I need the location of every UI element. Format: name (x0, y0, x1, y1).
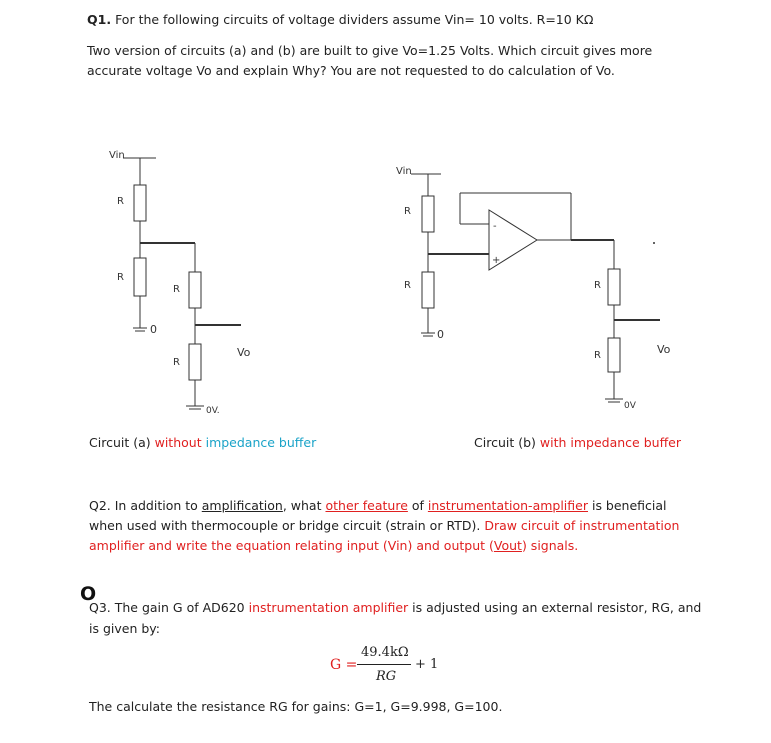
circuit-a-r2-label: R (117, 272, 124, 283)
q2-line2 (89, 518, 679, 533)
q1-line2: Two version of circuits (a) and (b) are built to give Vo=1.25 Volts. Which circuit gives more (87, 43, 653, 58)
q2-text-a: Q2. In addition to (89, 498, 202, 513)
circuit-a-caption-prefix: Circuit (a) (89, 435, 151, 450)
q2-line2-red: Draw circuit of instrumentation (484, 518, 680, 533)
q2-word-amplification: amplification (201, 498, 283, 513)
circuit-b-zero-label: 0 (437, 328, 444, 341)
q3-text-b: is adjusted using an external resistor, RG, and (412, 600, 702, 615)
circuit-b-caption-prefix: Circuit (b) (474, 435, 536, 450)
q3-line1 (89, 600, 701, 615)
q2-line3 (89, 538, 578, 553)
q3-text-red: instrumentation amplifier (248, 600, 409, 615)
q2-word-vout: Vout (493, 538, 522, 553)
eq-g: G = (330, 657, 358, 673)
q3-circle-mark: O (80, 583, 97, 605)
circuit-b-r2-label: R (404, 280, 411, 291)
circuit-a-r4-label: R (173, 357, 180, 368)
opamp-plus-label: + (492, 255, 501, 266)
circuit-a-ground-label: 0V. (206, 406, 220, 416)
circuit-b-ground-label: 0V (624, 401, 636, 411)
q2-line3-a: amplifier and write the equation relating input (Vin) and output ( (89, 538, 494, 553)
circuit-b-vin-label: Vin (396, 166, 412, 177)
circuit-b-caption (474, 435, 681, 450)
circuit-a-caption (89, 435, 316, 450)
circuit-a-caption-red: without (154, 435, 202, 450)
circuit-a-zero-label: 0 (150, 323, 157, 336)
circuit-b-caption-red: with impedance buffer (539, 435, 682, 450)
q1-label: Q1. (87, 12, 112, 27)
q3-last-line: The calculate the resistance RG for gains: G=1, G=9.998, G=100. (89, 699, 503, 714)
opamp-minus-label: - (493, 221, 497, 232)
eq-numerator: 49.4kΩ (361, 645, 409, 660)
q3-line2: is given by: (89, 621, 160, 636)
circuit-a-vo-label: Vo (237, 346, 251, 359)
q2-line1 (89, 498, 667, 513)
circuit-b-vo-label: Vo (657, 343, 671, 356)
q1-line1-text: For the following circuits of voltage dividers assume Vin= 10 volts. R=10 KΩ (115, 12, 594, 27)
circuit-b-r1-label: R (404, 206, 411, 217)
circuit-a-r3-label: R (173, 284, 180, 295)
q2-text-c: of (407, 498, 428, 513)
circuit-a-caption-cyan: impedance buffer (205, 435, 317, 450)
q2-line3-b: ) signals. (521, 538, 579, 553)
q3-text-a: Q3. The gain G of AD620 (89, 600, 245, 615)
eq-plus-one: + 1 (415, 657, 439, 672)
q2-text-d: is beneficial (588, 498, 667, 513)
circuit-a-r1-label: R (117, 196, 124, 207)
circuit-a-vin-label: Vin (109, 150, 125, 161)
eq-fraction-bar (357, 664, 411, 665)
eq-denominator: RG (376, 669, 397, 684)
q2-word-other-feature: other feature (325, 498, 408, 513)
q2-word-instrumentation: instrumentation-amplifier (427, 498, 588, 513)
q1-line3: accurate voltage Vo and explain Why? You are not requested to do calculation of Vo. (87, 63, 615, 78)
q2-line2-black: when used with thermocouple or bridge circuit (strain or RTD). (89, 518, 481, 533)
circuit-b-r3-label: R (594, 280, 601, 291)
circuit-b-r4-label: R (594, 350, 601, 361)
q2-text-b: , what (282, 498, 326, 513)
